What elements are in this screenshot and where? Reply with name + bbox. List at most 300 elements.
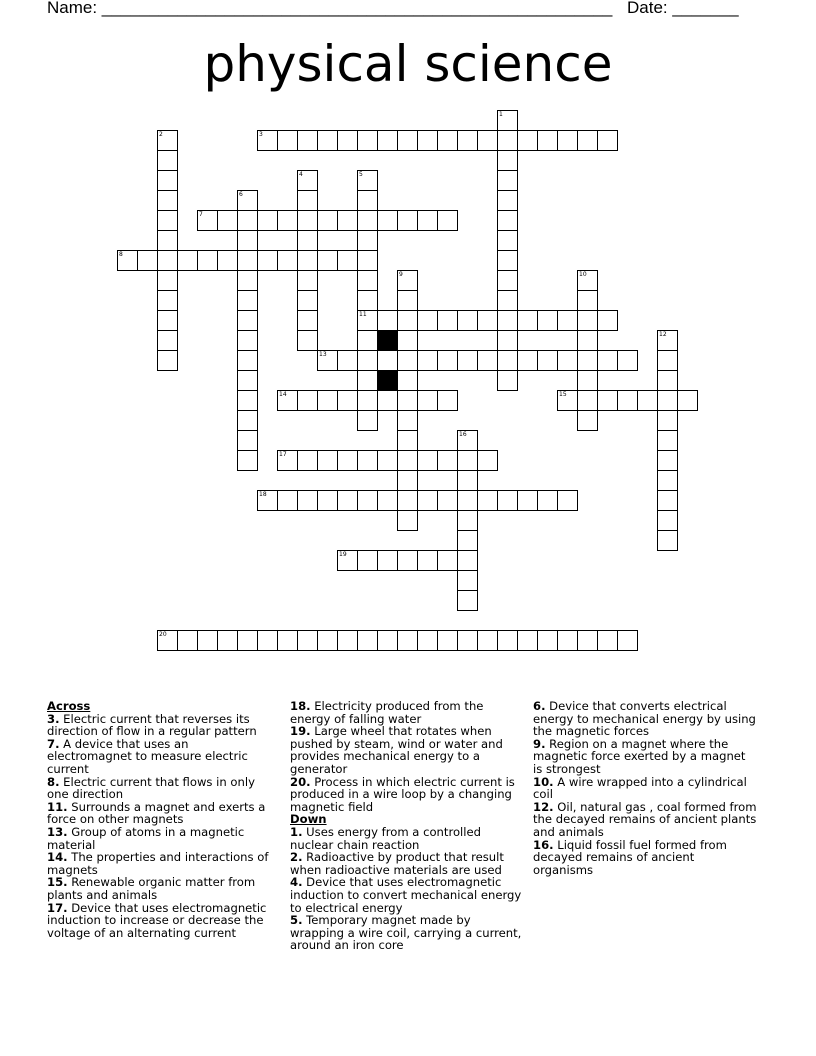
grid-cell[interactable]: [197, 630, 218, 651]
grid-cell[interactable]: [237, 450, 258, 471]
grid-cell[interactable]: [417, 630, 438, 651]
grid-cell[interactable]: [617, 390, 638, 411]
grid-cell[interactable]: [357, 390, 378, 411]
clue-number: 3.: [47, 711, 60, 726]
name-field[interactable]: Name: ______________________________________________________: [47, 0, 613, 17]
grid-cell[interactable]: [397, 390, 418, 411]
grid-cell[interactable]: [397, 310, 418, 331]
grid-cell[interactable]: [217, 250, 238, 271]
grid-cell[interactable]: [577, 330, 598, 351]
cell-number: 5: [359, 171, 363, 178]
grid-cell[interactable]: [417, 490, 438, 511]
grid-cell[interactable]: [377, 310, 398, 331]
clue-item: [290, 700, 522, 725]
grid-cell[interactable]: [357, 190, 378, 211]
grid-cell[interactable]: [457, 350, 478, 371]
grid-cell[interactable]: [297, 390, 318, 411]
grid-cell[interactable]: [557, 310, 578, 331]
grid-cell[interactable]: [157, 250, 178, 271]
grid-cell[interactable]: [597, 350, 618, 371]
grid-cell[interactable]: [397, 470, 418, 491]
grid-cell[interactable]: [537, 130, 558, 151]
grid-cell[interactable]: [657, 390, 678, 411]
grid-cell[interactable]: [277, 130, 298, 151]
clue-item: [290, 776, 522, 814]
grid-cell[interactable]: [257, 630, 278, 651]
grid-cell[interactable]: [297, 310, 318, 331]
grid-cell[interactable]: [357, 350, 378, 371]
grid-cell[interactable]: [317, 130, 338, 151]
grid-cell[interactable]: [217, 630, 238, 651]
grid-cell[interactable]: [177, 250, 198, 271]
clue-number: 4.: [290, 875, 303, 890]
grid-cell[interactable]: [377, 350, 398, 371]
grid-cell[interactable]: [357, 270, 378, 291]
grid-cell[interactable]: [397, 490, 418, 511]
grid-cell[interactable]: [617, 350, 638, 371]
grid-cell[interactable]: [537, 630, 558, 651]
grid-cell[interactable]: [437, 390, 458, 411]
clue-item: [533, 801, 758, 839]
down-heading: Down: [290, 812, 327, 827]
grid-cell[interactable]: [237, 250, 258, 271]
grid-cell[interactable]: [497, 270, 518, 291]
grid-cell[interactable]: [237, 310, 258, 331]
grid-cell[interactable]: [297, 630, 318, 651]
grid-cell[interactable]: [237, 270, 258, 291]
grid-cell[interactable]: [497, 290, 518, 311]
grid-cell[interactable]: [557, 130, 578, 151]
grid-cell[interactable]: [657, 410, 678, 431]
grid-cell[interactable]: [477, 310, 498, 331]
clue-number: 20.: [290, 774, 311, 789]
grid-cell[interactable]: [337, 250, 358, 271]
clue-text: A device that uses an electromagnet to measure electric current: [47, 736, 248, 776]
grid-cell[interactable]: [577, 630, 598, 651]
grid-cell[interactable]: [577, 130, 598, 151]
grid-cell[interactable]: [517, 490, 538, 511]
clue-number: 7.: [47, 736, 60, 751]
cell-number: 8: [119, 251, 123, 258]
grid-cell[interactable]: [517, 630, 538, 651]
grid-cell[interactable]: [437, 450, 458, 471]
grid-cell[interactable]: [397, 410, 418, 431]
clue-number: 17.: [47, 900, 68, 915]
grid-cell[interactable]: [497, 130, 518, 151]
grid-cell[interactable]: [437, 350, 458, 371]
grid-cell[interactable]: [657, 530, 678, 551]
cell-number: 16: [459, 431, 467, 438]
grid-cell[interactable]: [397, 450, 418, 471]
grid-cell[interactable]: [457, 630, 478, 651]
grid-cell[interactable]: [537, 350, 558, 371]
grid-cell[interactable]: [377, 390, 398, 411]
grid-cell[interactable]: [657, 350, 678, 371]
grid-cell[interactable]: [657, 490, 678, 511]
clue-text: Liquid fossil fuel formed from decayed remains of ancient organisms: [533, 837, 727, 877]
clue-text: Temporary magnet made by wrapping a wire coil, carrying a current, around an iron core: [290, 913, 522, 953]
grid-cell[interactable]: [417, 130, 438, 151]
grid-cell[interactable]: [157, 170, 178, 191]
grid-cell[interactable]: [377, 130, 398, 151]
grid-cell[interactable]: [497, 210, 518, 231]
grid-cell[interactable]: [237, 410, 258, 431]
grid-cell[interactable]: [317, 350, 338, 371]
grid-cell[interactable]: [657, 330, 678, 351]
grid-cell[interactable]: [497, 170, 518, 191]
clue-text: Electric current that reverses its direction of flow in a regular pattern: [47, 711, 257, 739]
grid-cell[interactable]: [237, 390, 258, 411]
grid-cell[interactable]: [417, 390, 438, 411]
clue-text: Device that uses electromagnetic induction to increase or decrease the voltage of an alternating current: [47, 900, 267, 940]
grid-cell[interactable]: [357, 290, 378, 311]
grid-cell[interactable]: [397, 130, 418, 151]
grid-cell[interactable]: [357, 550, 378, 571]
grid-cell[interactable]: [317, 250, 338, 271]
clue-text: Device that uses electromagnetic induction to convert mechanical energy to electrical energy: [290, 875, 522, 915]
grid-cell[interactable]: [577, 370, 598, 391]
grid-cell[interactable]: [377, 490, 398, 511]
grid-cell[interactable]: [517, 310, 538, 331]
grid-cell[interactable]: [457, 550, 478, 571]
clue-text: A wire wrapped into a cylindrical coil: [533, 774, 747, 802]
grid-cell[interactable]: [397, 270, 418, 291]
grid-cell[interactable]: [357, 310, 378, 331]
grid-cell[interactable]: [157, 130, 178, 151]
clue-text: Renewable organic matter from plants and animals: [47, 875, 256, 902]
grid-cell[interactable]: [297, 230, 318, 251]
cell-number: 9: [399, 271, 403, 278]
clue-number: 15.: [47, 875, 68, 890]
grid-cell[interactable]: [237, 330, 258, 351]
grid-cell[interactable]: [157, 630, 178, 651]
grid-cell[interactable]: [657, 510, 678, 531]
grid-cell[interactable]: [257, 490, 278, 511]
clue-number: 11.: [47, 799, 68, 814]
grid-cell[interactable]: [497, 350, 518, 371]
grid-cell[interactable]: [357, 410, 378, 431]
grid-cell[interactable]: [337, 210, 358, 231]
clue-number: 2.: [290, 850, 303, 865]
clues-column-1: [47, 700, 272, 939]
grid-cell[interactable]: [157, 150, 178, 171]
grid-cell[interactable]: [397, 330, 418, 351]
grid-cell[interactable]: [317, 210, 338, 231]
grid-cell[interactable]: [157, 350, 178, 371]
grid-cell[interactable]: [597, 310, 618, 331]
grid-cell[interactable]: [397, 430, 418, 451]
grid-cell[interactable]: [577, 290, 598, 311]
grid-cell[interactable]: [157, 310, 178, 331]
grid-cell[interactable]: [297, 330, 318, 351]
grid-cell[interactable]: [557, 490, 578, 511]
grid-cell[interactable]: [157, 270, 178, 291]
grid-cell[interactable]: [297, 490, 318, 511]
cell-number: 15: [559, 391, 567, 398]
grid-cell[interactable]: [437, 210, 458, 231]
grid-cell[interactable]: [477, 630, 498, 651]
grid-cell[interactable]: [457, 510, 478, 531]
clue-text: Large wheel that rotates when pushed by steam, wind or water and provides mechanical energy to a generator: [290, 724, 503, 776]
clue-text: Region on a magnet where the magnetic force exerted by a magnet is strongest: [533, 736, 746, 776]
grid-cell[interactable]: [517, 350, 538, 371]
clues-column-2: [290, 700, 522, 952]
cell-number: 10: [579, 271, 587, 278]
clue-number: 19.: [290, 724, 311, 739]
clue-text: Group of atoms in a magnetic material: [47, 824, 245, 852]
grid-cell[interactable]: [657, 430, 678, 451]
date-field[interactable]: Date: _______: [627, 0, 739, 17]
grid-cell[interactable]: [497, 310, 518, 331]
grid-cell[interactable]: [457, 130, 478, 151]
grid-cell[interactable]: [117, 250, 138, 271]
clue-number: 9.: [533, 736, 546, 751]
clue-text: Oil, natural gas , coal formed from the decayed remains of ancient plants and animals: [533, 799, 757, 839]
grid-cell[interactable]: [157, 290, 178, 311]
grid-cell[interactable]: [357, 330, 378, 351]
grid-cell[interactable]: [357, 170, 378, 191]
grid-cell[interactable]: [357, 630, 378, 651]
grid-cell[interactable]: [277, 450, 298, 471]
grid-cell[interactable]: [317, 490, 338, 511]
grid-cell[interactable]: [597, 130, 618, 151]
clue-item: [47, 738, 272, 776]
grid-cell[interactable]: [237, 630, 258, 651]
cell-number: 1: [499, 111, 503, 118]
grid-cell[interactable]: [457, 430, 478, 451]
clue-number: 5.: [290, 913, 303, 928]
grid-cell[interactable]: [457, 490, 478, 511]
grid-cell[interactable]: [537, 310, 558, 331]
grid-cell[interactable]: [337, 630, 358, 651]
grid-cell[interactable]: [417, 210, 438, 231]
grid-cell[interactable]: [357, 370, 378, 391]
grid-cell[interactable]: [297, 250, 318, 271]
clue-number: 16.: [533, 837, 554, 852]
grid-cell[interactable]: [337, 550, 358, 571]
clue-item: [47, 876, 272, 901]
grid-cell[interactable]: [337, 350, 358, 371]
clue-number: 12.: [533, 799, 554, 814]
clue-text: Radioactive by product that result when radioactive materials are used: [290, 850, 504, 877]
grid-cell[interactable]: [157, 230, 178, 251]
cell-number: 11: [359, 311, 367, 318]
grid-cell[interactable]: [397, 350, 418, 371]
grid-cell[interactable]: [237, 350, 258, 371]
grid-cell[interactable]: [577, 390, 598, 411]
clue-item: [290, 851, 522, 876]
grid-cell[interactable]: [457, 590, 478, 611]
grid-cell[interactable]: [497, 330, 518, 351]
grid-cell[interactable]: [457, 470, 478, 491]
clue-text: Uses energy from a controlled nuclear chain reaction: [290, 824, 481, 852]
clue-item: [290, 725, 522, 775]
clue-text: The properties and interactions of magnets: [47, 850, 269, 877]
grid-cell[interactable]: [517, 130, 538, 151]
grid-cell[interactable]: [497, 250, 518, 271]
cell-number: 2: [159, 131, 163, 138]
grid-cell[interactable]: [297, 270, 318, 291]
clue-text: Device that converts electrical energy to mechanical energy by using the magnetic forces: [533, 699, 756, 739]
grid-cell[interactable]: [397, 370, 418, 391]
grid-cell[interactable]: [377, 550, 398, 571]
grid-cell[interactable]: [597, 390, 618, 411]
grid-cell[interactable]: [357, 130, 378, 151]
grid-cell[interactable]: [437, 630, 458, 651]
cell-number: 12: [659, 331, 667, 338]
cell-number: 17: [279, 451, 287, 458]
across-heading: Across: [47, 699, 91, 713]
grid-cell[interactable]: [477, 130, 498, 151]
grid-cell[interactable]: [677, 390, 698, 411]
grid-cell[interactable]: [657, 370, 678, 391]
clues-column-3: [533, 700, 758, 876]
grid-cell[interactable]: [357, 450, 378, 471]
grid-cell[interactable]: [537, 490, 558, 511]
grid-cell[interactable]: [377, 630, 398, 651]
grid-cell[interactable]: [417, 310, 438, 331]
puzzle-title: physical science: [203, 35, 613, 93]
grid-cell[interactable]: [477, 490, 498, 511]
cell-number: 14: [279, 391, 287, 398]
grid-cell[interactable]: [477, 450, 498, 471]
clue-text: Surrounds a magnet and exerts a force on other magnets: [47, 799, 266, 827]
cell-number: 13: [319, 351, 327, 358]
grid-cell[interactable]: [137, 250, 158, 271]
grid-cell[interactable]: [397, 510, 418, 531]
grid-cell[interactable]: [217, 210, 238, 231]
grid-cell[interactable]: [357, 230, 378, 251]
grid-cell[interactable]: [337, 490, 358, 511]
grid-cell[interactable]: [297, 130, 318, 151]
grid-cell[interactable]: [437, 550, 458, 571]
grid-cell[interactable]: [197, 210, 218, 231]
grid-cell[interactable]: [577, 310, 598, 331]
grid-cell[interactable]: [237, 430, 258, 451]
grid-block: [377, 370, 398, 391]
clue-item: [290, 826, 522, 851]
grid-cell[interactable]: [237, 290, 258, 311]
grid-cell[interactable]: [557, 630, 578, 651]
grid-cell[interactable]: [617, 630, 638, 651]
grid-cell[interactable]: [197, 250, 218, 271]
grid-cell[interactable]: [657, 450, 678, 471]
grid-cell[interactable]: [237, 210, 258, 231]
grid-cell[interactable]: [497, 490, 518, 511]
grid-cell[interactable]: [657, 470, 678, 491]
page-header: [0, 0, 816, 22]
grid-cell[interactable]: [277, 210, 298, 231]
grid-cell[interactable]: [597, 630, 618, 651]
grid-cell[interactable]: [157, 210, 178, 231]
grid-cell[interactable]: [557, 390, 578, 411]
clue-text: Electricity produced from the energy of falling water: [290, 699, 484, 726]
grid-cell[interactable]: [157, 330, 178, 351]
grid-cell[interactable]: [417, 350, 438, 371]
grid-cell[interactable]: [177, 630, 198, 651]
grid-cell[interactable]: [277, 490, 298, 511]
clue-number: 13.: [47, 824, 68, 839]
grid-cell[interactable]: [397, 550, 418, 571]
grid-cell[interactable]: [497, 110, 518, 131]
grid-cell[interactable]: [337, 390, 358, 411]
grid-cell[interactable]: [457, 450, 478, 471]
grid-cell[interactable]: [637, 390, 658, 411]
grid-cell[interactable]: [297, 450, 318, 471]
grid-cell[interactable]: [157, 190, 178, 211]
grid-cell[interactable]: [297, 170, 318, 191]
grid-cell[interactable]: [397, 210, 418, 231]
grid-cell[interactable]: [437, 310, 458, 331]
grid-cell[interactable]: [437, 490, 458, 511]
clue-item: [47, 801, 272, 826]
clue-number: 18.: [290, 699, 311, 713]
grid-cell[interactable]: [257, 210, 278, 231]
grid-cell[interactable]: [317, 630, 338, 651]
grid-cell[interactable]: [457, 530, 478, 551]
clue-item: [290, 914, 522, 952]
grid-cell[interactable]: [497, 150, 518, 171]
grid-cell[interactable]: [497, 630, 518, 651]
grid-cell[interactable]: [337, 450, 358, 471]
clue-item: [47, 826, 272, 851]
grid-cell[interactable]: [417, 550, 438, 571]
grid-cell[interactable]: [457, 570, 478, 591]
grid-cell[interactable]: [357, 490, 378, 511]
grid-cell[interactable]: [497, 190, 518, 211]
grid-cell[interactable]: [437, 130, 458, 151]
grid-cell[interactable]: [357, 210, 378, 231]
grid-cell[interactable]: [417, 450, 438, 471]
grid-cell[interactable]: [497, 230, 518, 251]
grid-cell[interactable]: [237, 370, 258, 391]
grid-cell[interactable]: [277, 390, 298, 411]
cell-number: 20: [159, 631, 167, 638]
grid-cell[interactable]: [237, 190, 258, 211]
clue-item: [533, 776, 758, 801]
grid-cell[interactable]: [297, 190, 318, 211]
grid-cell[interactable]: [377, 210, 398, 231]
grid-cell[interactable]: [257, 250, 278, 271]
grid-cell[interactable]: [577, 270, 598, 291]
grid-cell[interactable]: [337, 130, 358, 151]
grid-cell[interactable]: [577, 410, 598, 431]
grid-block: [377, 330, 398, 351]
clue-number: 8.: [47, 774, 60, 789]
grid-cell[interactable]: [277, 250, 298, 271]
grid-cell[interactable]: [237, 230, 258, 251]
grid-cell[interactable]: [557, 350, 578, 371]
grid-cell[interactable]: [357, 250, 378, 271]
grid-cell[interactable]: [297, 210, 318, 231]
clue-item: [47, 713, 272, 738]
grid-cell[interactable]: [477, 350, 498, 371]
grid-cell[interactable]: [377, 450, 398, 471]
clue-item: [533, 700, 758, 738]
grid-cell[interactable]: [457, 310, 478, 331]
grid-cell[interactable]: [577, 350, 598, 371]
grid-cell[interactable]: [317, 390, 338, 411]
cell-number: 6: [239, 191, 243, 198]
grid-cell[interactable]: [297, 290, 318, 311]
grid-cell[interactable]: [497, 370, 518, 391]
grid-cell[interactable]: [317, 450, 338, 471]
cell-number: 3: [259, 131, 263, 138]
grid-cell[interactable]: [397, 290, 418, 311]
grid-cell[interactable]: [397, 630, 418, 651]
grid-cell[interactable]: [257, 130, 278, 151]
grid-cell[interactable]: [277, 630, 298, 651]
